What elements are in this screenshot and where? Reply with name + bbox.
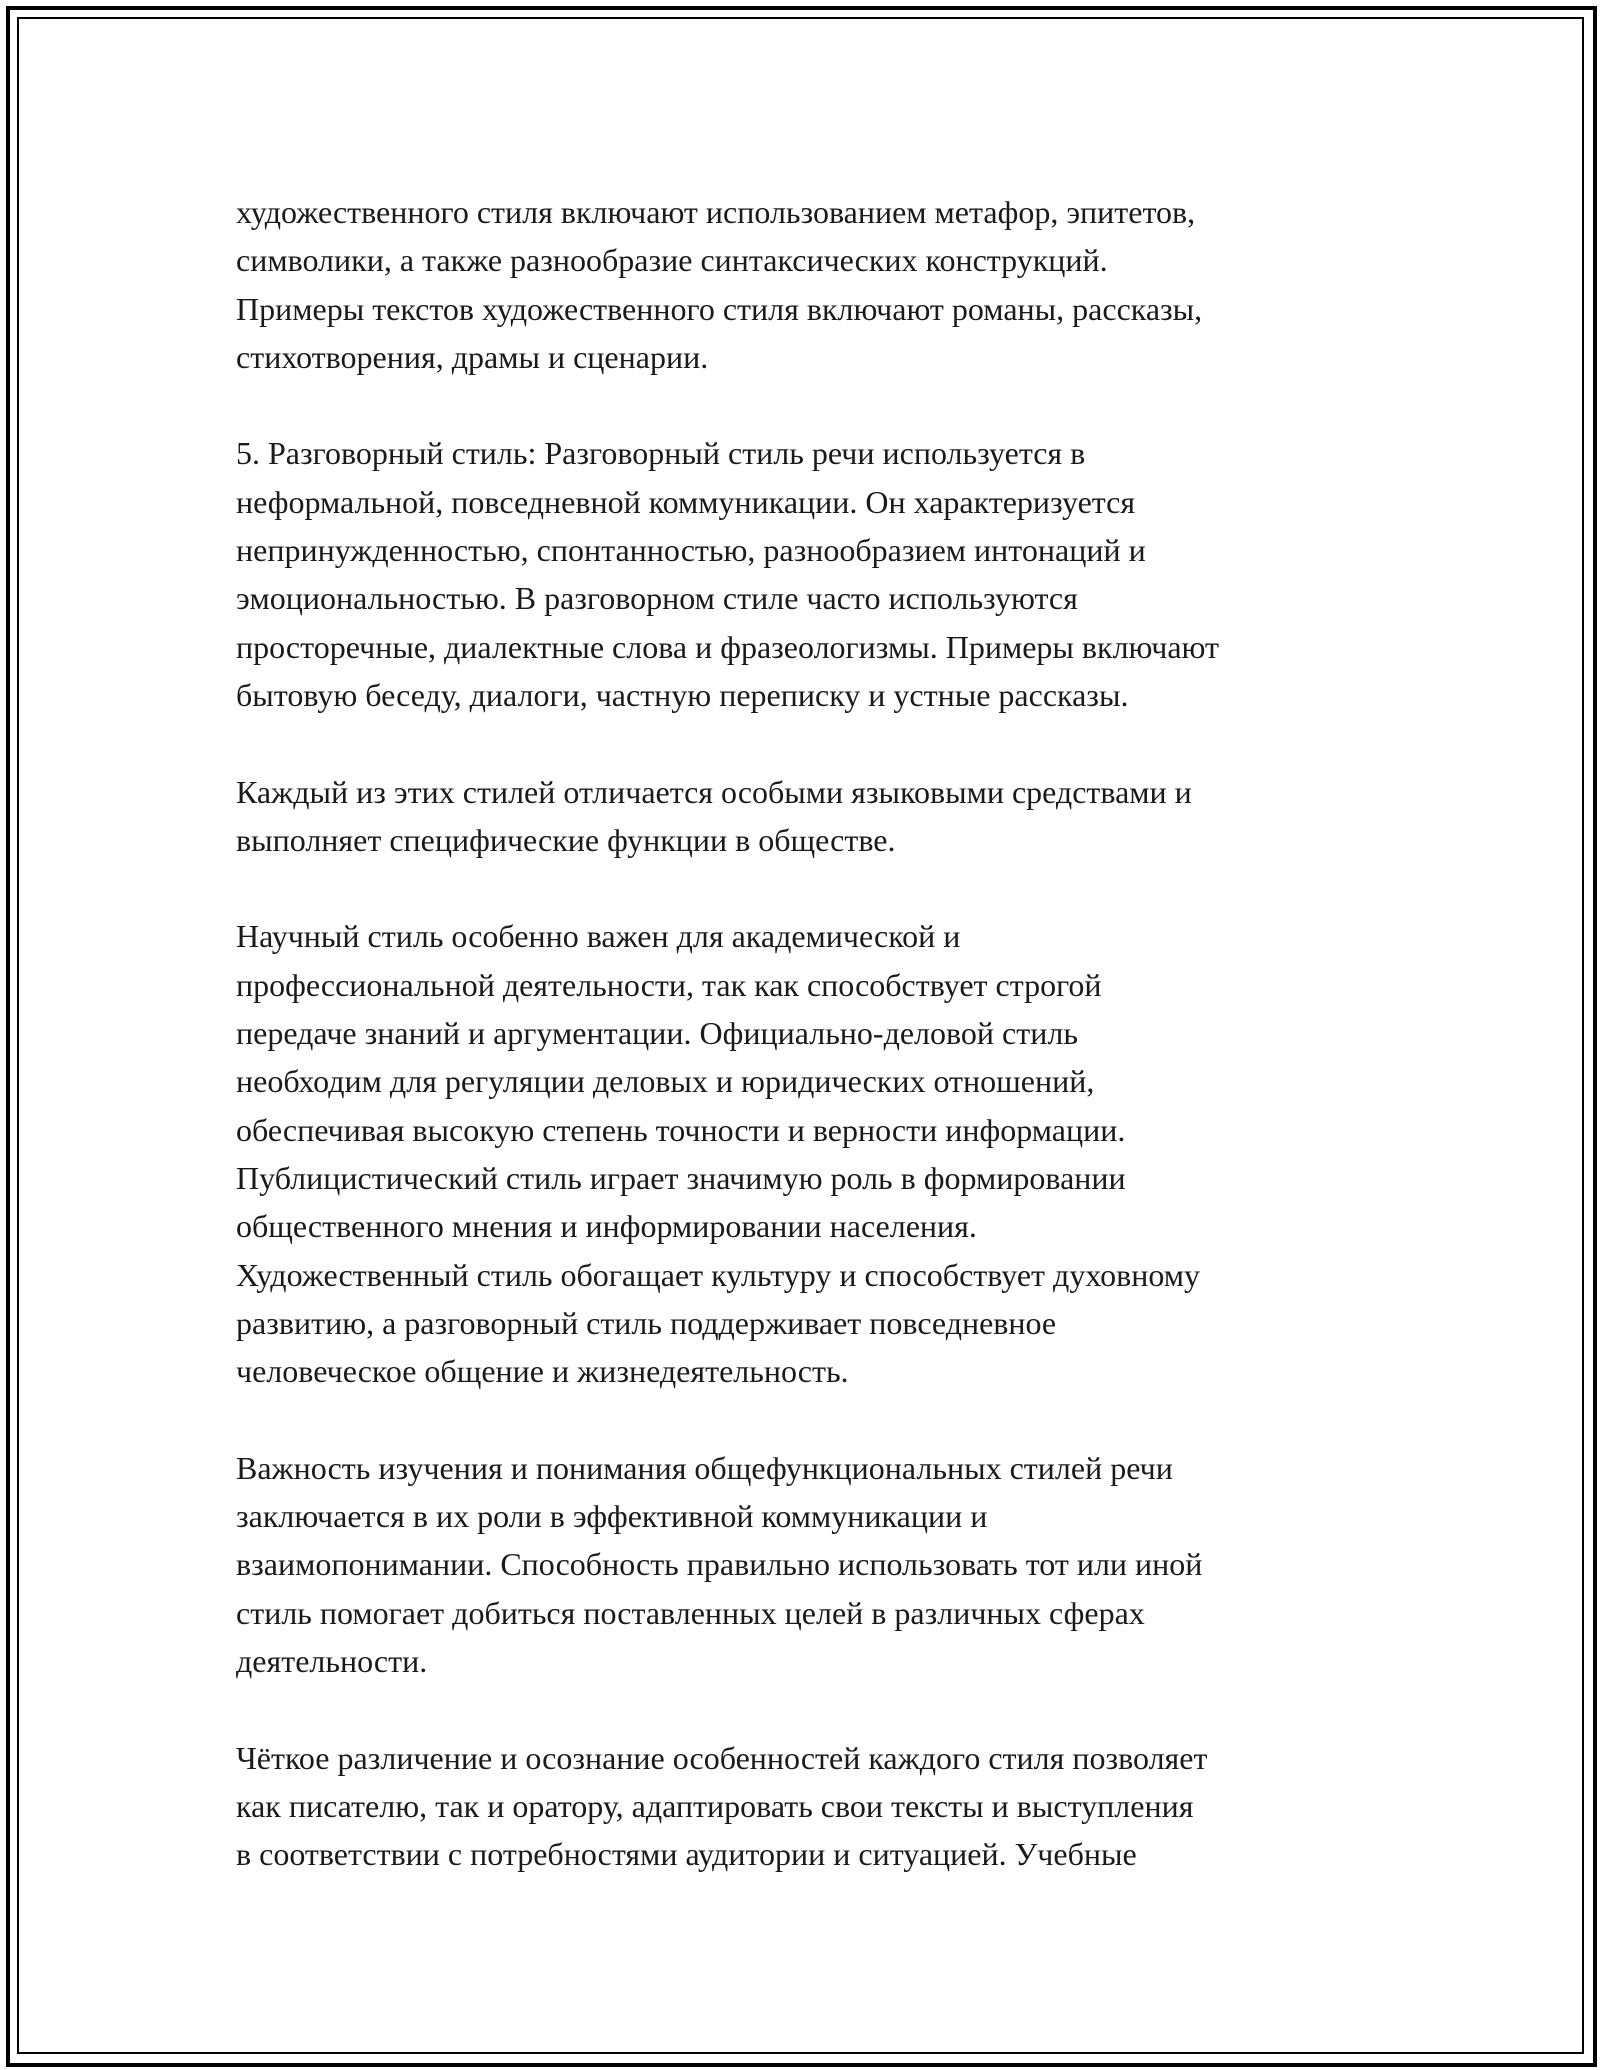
paragraph-styles-summary: Каждый из этих стилей отличается особыми языковыми средствами и выполняет специфические функции в обществе. xyxy=(236,773,1192,858)
paragraph-styles-importance: Научный стиль особенно важен для академической и профессиональной деятельности, так как способствует строгой передаче знаний и аргументации. Официально-деловой стиль необходим для регуляции деловых и юридических отношений, обеспечивая высокую степень точности и верности информации. Публицистический стиль играет значимую роль в формировании общественного мнения и информировании населения. Художественный стиль обогащает культуру и способствует духовному развитию, а разговорный стиль поддерживает повседневное человеческое общение и жизнедеятельность. xyxy=(236,918,1200,1390)
paragraph-artistic-style-end: художественного стиля включают использованием метафор, эпитетов, символики, а также разнообразие синтаксических конструкций. Примеры текстов художественного стиля включают романы, рассказы, стихотворения, драмы и сценарии. xyxy=(236,194,1203,375)
paragraph-study-importance: Важность изучения и понимания общефункциональных стилей речи заключается в их роли в эффективной коммуникации и взаимопонимании. Способность правильно использовать тот или иной стиль помогает добиться поставленных целей в различных сферах деятельности. xyxy=(236,1449,1203,1679)
document-body xyxy=(236,188,1376,1927)
paragraph-style-distinction: Чёткое различение и осознание особенностей каждого стиля позволяет как писателю, так и оратору, адаптировать свои тексты и выступления в соответствии с потребностями аудитории и ситуацией. Учебные xyxy=(236,1739,1208,1873)
paragraph-conversational-style: 5. Разговорный стиль: Разговорный стиль речи используется в неформальной, повседневной коммуникации. Он характеризуется непринужденностью, спонтанностью, разнообразием интонаций и эмоциональностью. В разговорном стиле часто используются просторечные, диалектные слова и фразеологизмы. Примеры включают бытовую беседу, диалоги, частную переписку и устные рассказы. xyxy=(236,435,1219,713)
